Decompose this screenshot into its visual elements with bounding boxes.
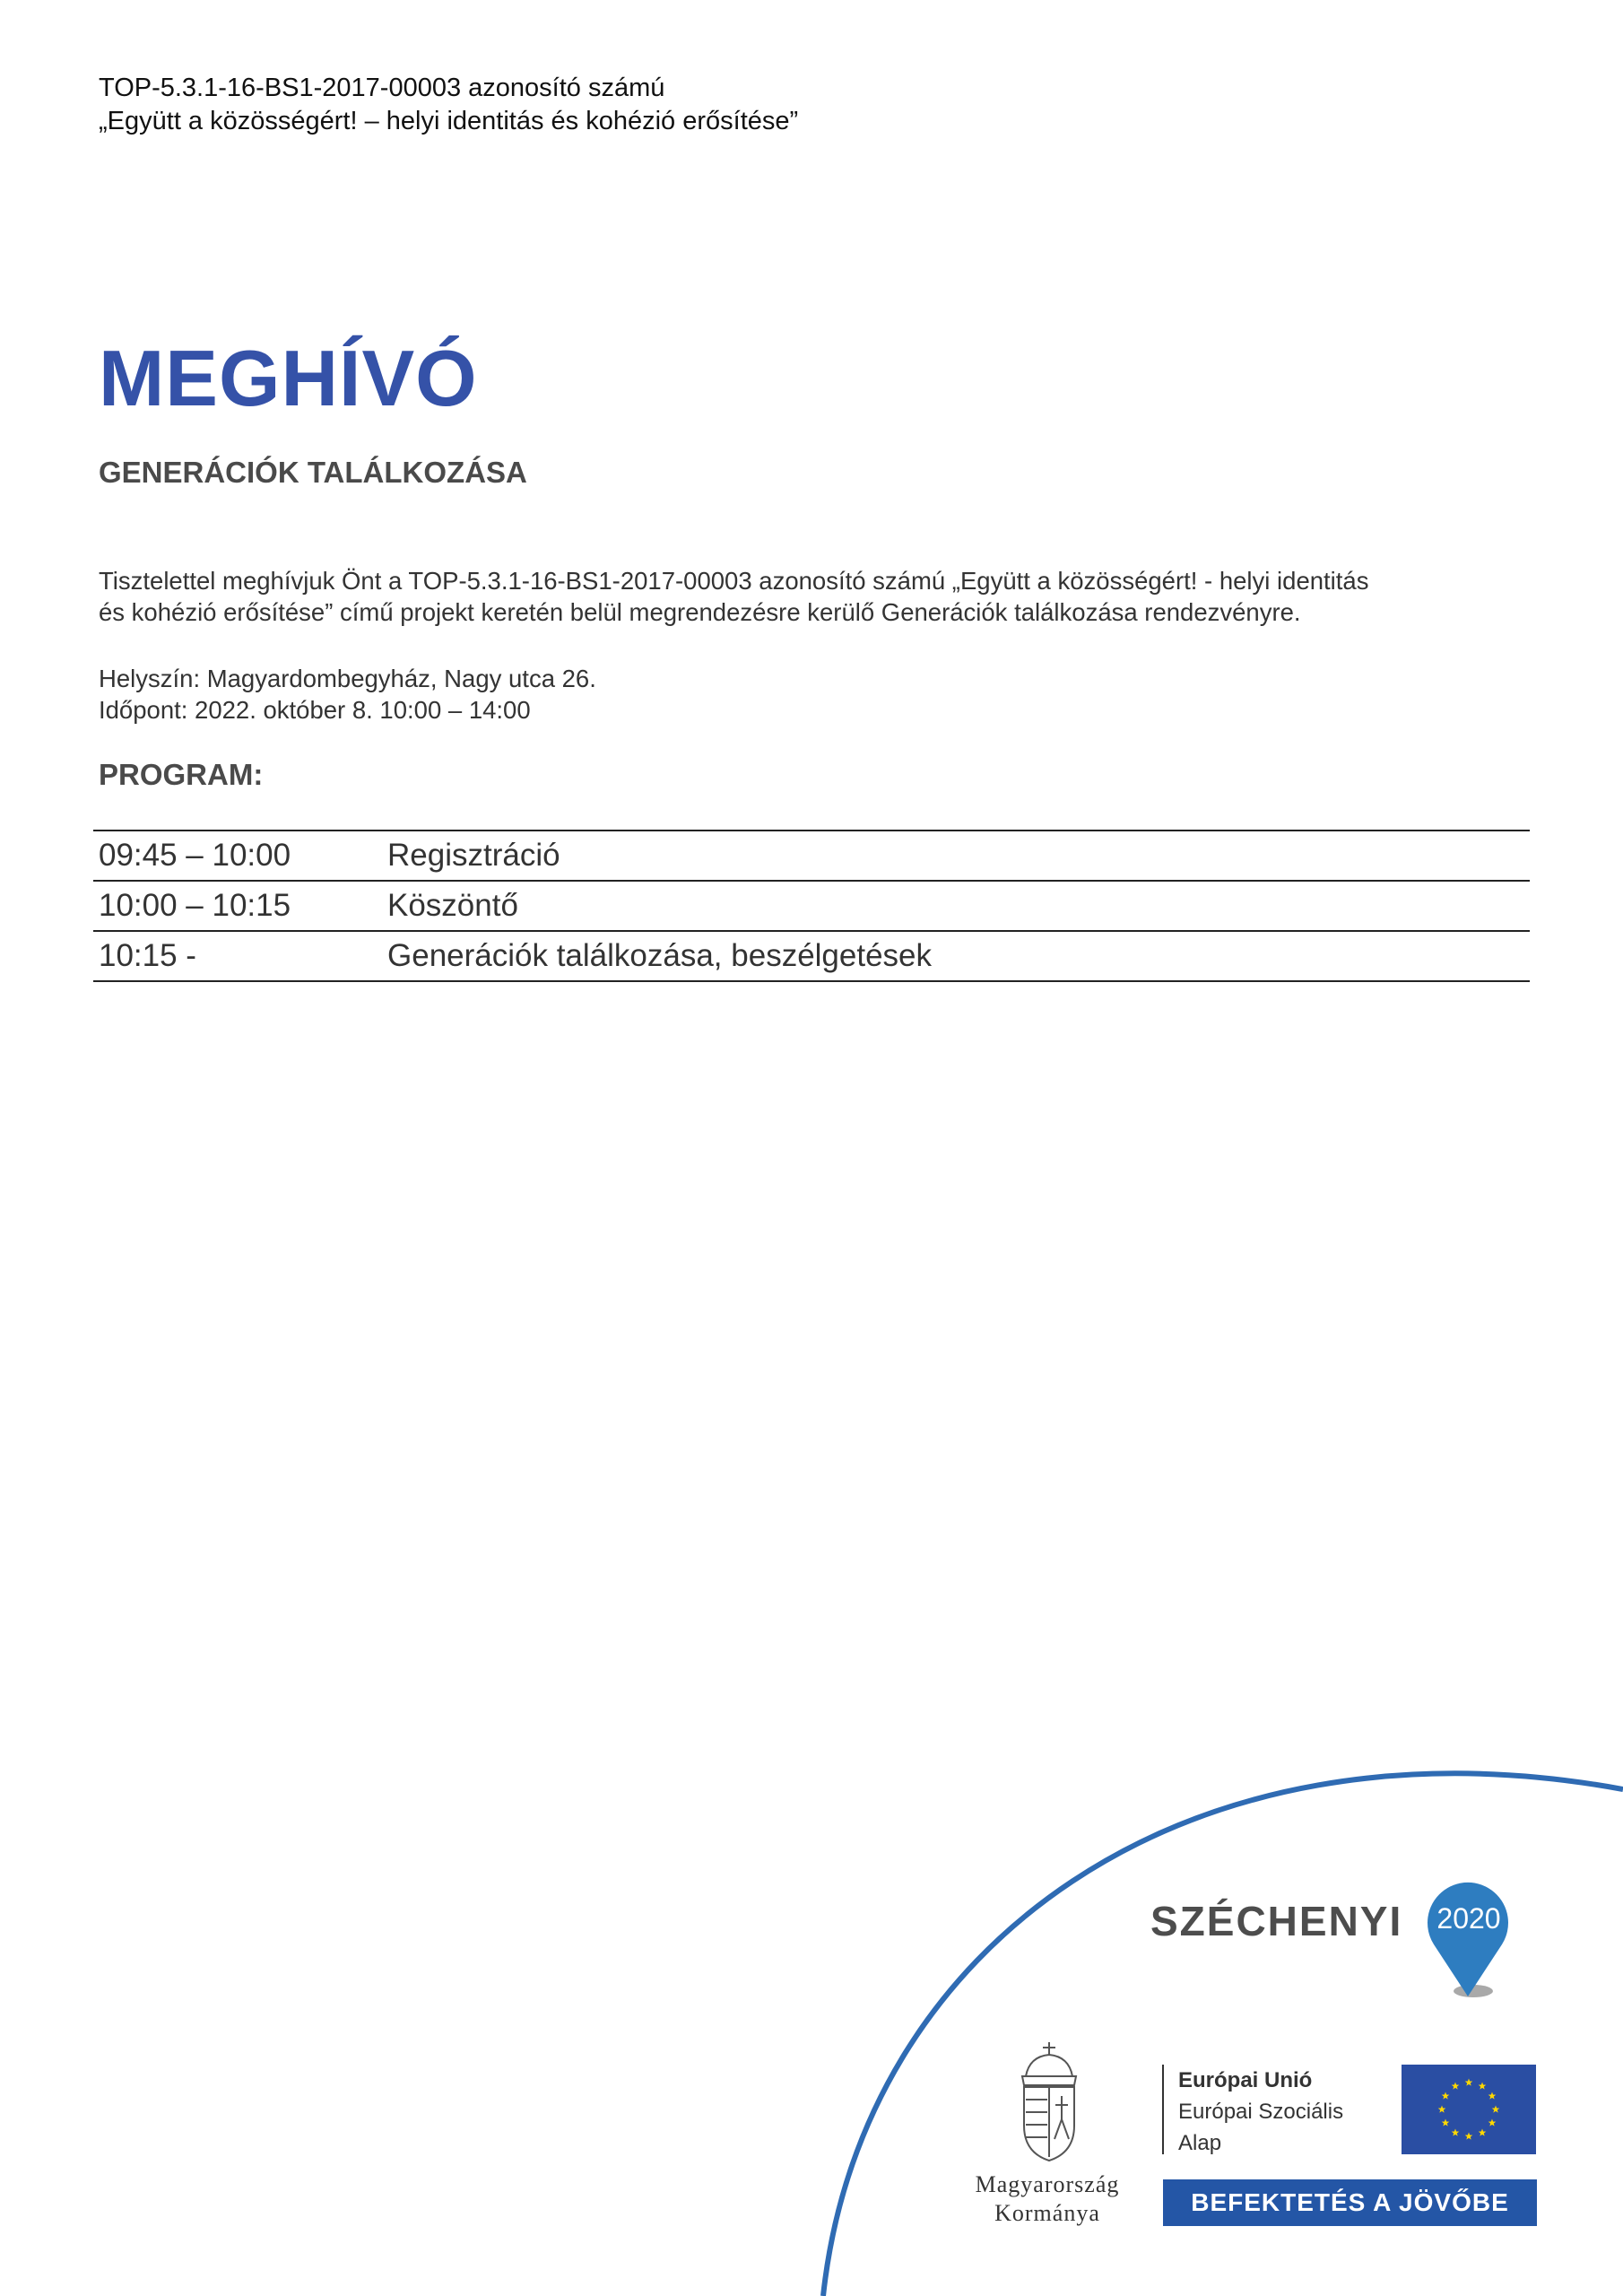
- page-title: MEGHÍVÓ: [99, 334, 478, 422]
- program-time: 10:00 – 10:15: [93, 881, 382, 931]
- eu-divider: [1162, 2065, 1164, 2154]
- invitation-text-line: és kohézió erősítése” című projekt keretén belül megrendezésre kerülő Generációk találkozása rendezvényre.: [99, 598, 1301, 626]
- project-id-line: TOP-5.3.1-16-BS1-2017-00003 azonosító számú: [99, 74, 665, 102]
- szechenyi-logo-text: SZÉCHENYI: [1150, 1898, 1403, 1944]
- program-heading: PROGRAM:: [99, 758, 264, 791]
- government-line: Kormánya: [994, 2200, 1100, 2226]
- government-line: Magyarország: [975, 2171, 1120, 2197]
- eu-name: Európai Unió: [1178, 2068, 1313, 2092]
- program-item: Regisztráció: [382, 831, 1530, 881]
- eu-label: [1178, 2065, 1343, 2159]
- government-label: [949, 2170, 1146, 2228]
- program-time: 09:45 – 10:00: [93, 831, 382, 881]
- eu-fund-line: Európai Szociális: [1178, 2100, 1344, 2124]
- invitation-text-line: Tisztelettel meghívjuk Önt a TOP-5.3.1-16-BS1-2017-00003 azonosító számú „Együtt a közösségért! - helyi identitás: [99, 567, 1369, 595]
- map-pin-icon: [1421, 1874, 1515, 2000]
- event-subtitle: GENERÁCIÓK TALÁLKOZÁSA: [99, 456, 527, 489]
- program-item: Köszöntő: [382, 881, 1530, 931]
- event-location: Helyszín: Magyardombegyház, Nagy utca 26.: [99, 665, 596, 692]
- program-time: 10:15 -: [93, 931, 382, 981]
- hungarian-coat-of-arms-icon: [1013, 2040, 1085, 2164]
- szechenyi-year: 2020: [1436, 1902, 1501, 1935]
- event-time: Időpont: 2022. október 8. 10:00 – 14:00: [99, 696, 531, 724]
- eu-fund-line: Alap: [1178, 2131, 1222, 2155]
- project-name-line: „Együtt a közösségért! – helyi identitás és kohézió erősítése”: [99, 107, 799, 135]
- investment-slogan-banner: BEFEKTETÉS A JÖVŐBE: [1163, 2179, 1537, 2226]
- program-item: Generációk találkozása, beszélgetések: [382, 931, 1530, 981]
- eu-flag-icon: [1402, 2065, 1536, 2154]
